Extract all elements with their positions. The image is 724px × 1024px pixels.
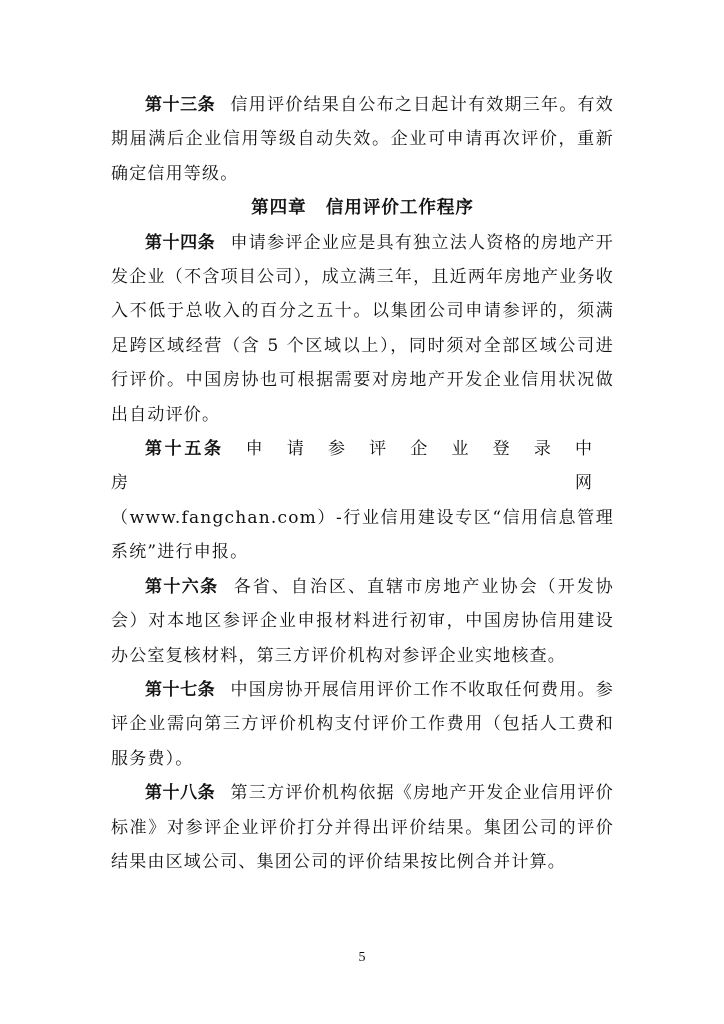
article-15-rest (111, 501, 614, 570)
chapter-heading (111, 191, 614, 225)
article-heading: 第十四条 (145, 232, 216, 253)
article-heading: 第十七条 (145, 679, 216, 700)
article-17 (111, 673, 614, 776)
article-16 (111, 570, 614, 673)
article-text: 中国房协开展信用评价工作不收取任何费用。参评企业需向第三方评价机构支付评价工作费用（包括人工费和服务费）。 (111, 679, 614, 769)
article-heading: 第十八条 (145, 783, 216, 804)
article-text-rest: （www.fangchan.com）-行业信用建设专区“信用信息管理系统”进行申报。 (111, 507, 614, 563)
chapter-title: 信用评价工作程序 (325, 198, 474, 219)
article-heading: 第十六条 (145, 576, 219, 597)
article-13 (111, 88, 614, 191)
article-15-line1 (111, 432, 614, 501)
article-14 (111, 226, 614, 432)
page-number: 5 (358, 950, 366, 965)
article-18 (111, 776, 614, 879)
article-text-line1: 申请参评企业登录中房网 (111, 439, 615, 494)
article-text: 信用评价结果自公布之日起计有效期三年。有效期届满后企业信用等级自动失效。企业可申请再次评价，重新确定信用等级。 (111, 95, 614, 184)
chapter-number: 第四章 (251, 198, 307, 219)
article-heading: 第十五条 (145, 439, 224, 460)
article-heading: 第十三条 (145, 95, 216, 115)
document-body (111, 88, 614, 879)
article-text: 第三方评价机构依据《房地产开发企业信用评价标准》对参评企业评价打分并得出评价结果。集团公司的评价结果由区域公司、集团公司的评价结果按比例合并计算。 (111, 783, 614, 872)
article-text: 各省、自治区、直辖市房地产业协会（开发协会）对本地区参评企业申报材料进行初审，中国房协信用建设办公室复核材料，第三方评价机构对参评企业实地核查。 (111, 576, 615, 666)
article-text: 申请参评企业应是具有独立法人资格的房地产开发企业（不含项目公司），成立满三年，且近两年房地产业务收入不低于总收入的百分之五十。以集团公司申请参评的，须满足跨区域经营（含 5 个区域以上），同时须对全部区域公司进行评价。中国房协也可根据需要对房地产开发企业信用状况做出自动评价。 (111, 232, 614, 425)
